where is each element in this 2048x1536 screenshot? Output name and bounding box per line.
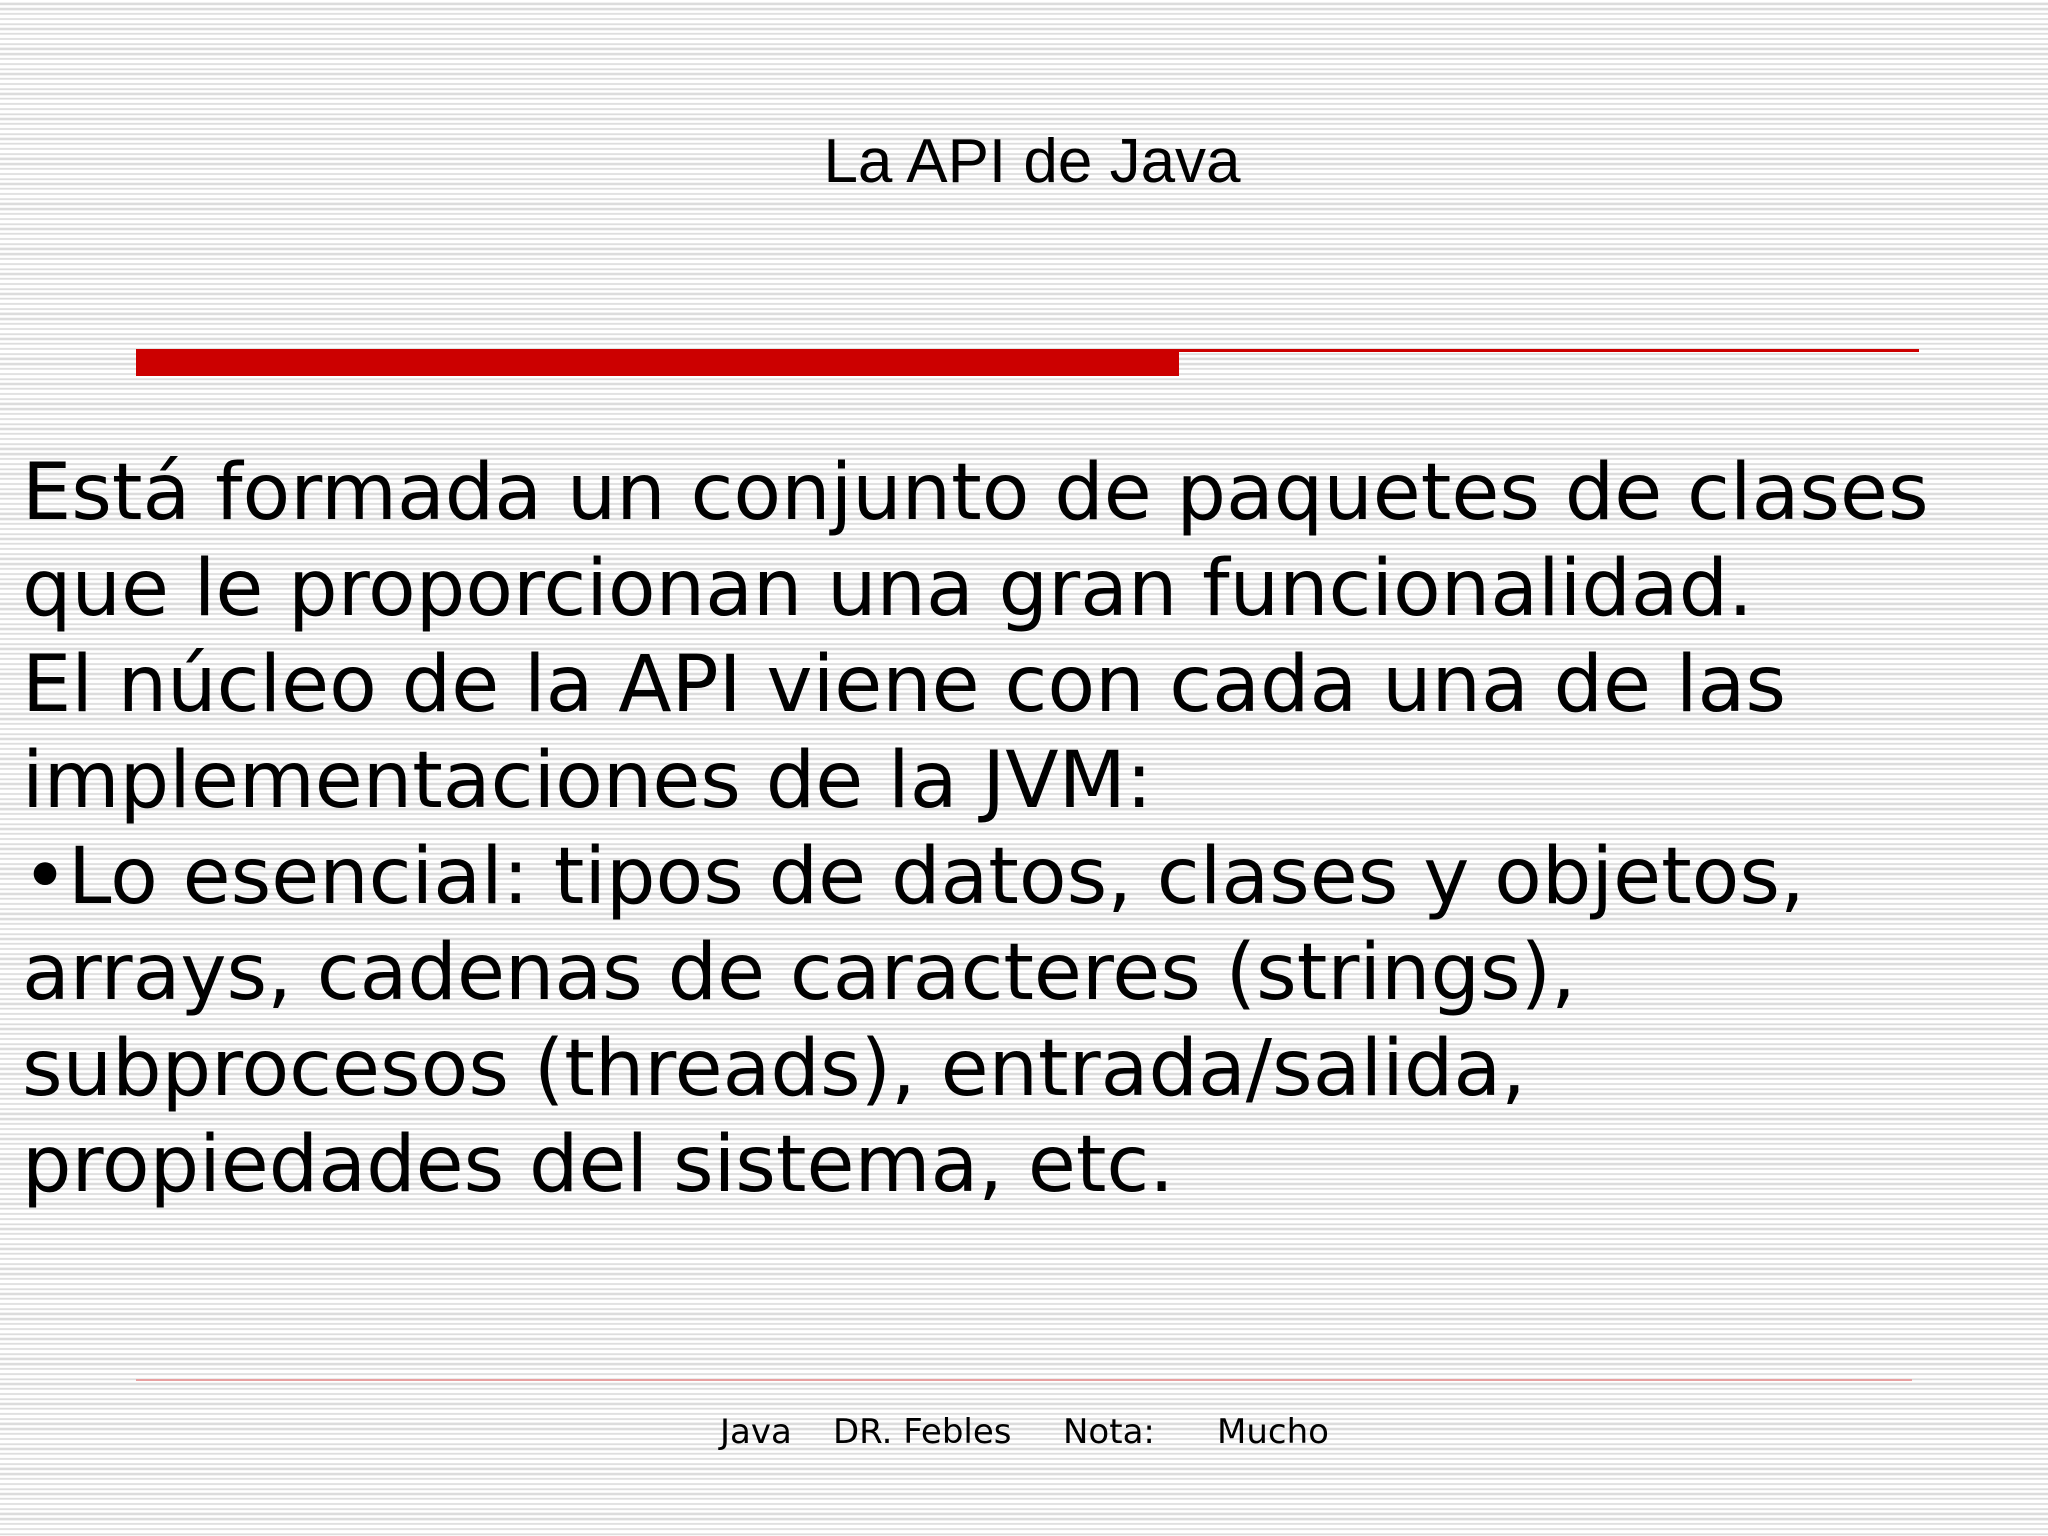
body-line: propiedades del sistema, etc. xyxy=(22,1120,1175,1210)
body-line: El núcleo de la API viene con cada una de las xyxy=(22,640,1786,730)
footer-note-value: Mucho xyxy=(1217,1412,1329,1452)
footer-author: DR. Febles xyxy=(833,1412,1012,1452)
footer xyxy=(720,1410,1329,1454)
slide-body xyxy=(22,445,2032,1213)
body-line: implementaciones de la JVM: xyxy=(22,736,1153,826)
footer-note-label: Nota: xyxy=(1063,1412,1155,1452)
title-underline-thin xyxy=(1179,349,1919,352)
title-underline-thick xyxy=(136,349,1179,376)
body-line: arrays, cadenas de caracteres (strings), xyxy=(22,928,1576,1018)
bullet-line: •Lo esencial: tipos de datos, clases y objetos, xyxy=(22,832,1805,922)
footer-course: Java xyxy=(720,1412,792,1452)
footer-rule xyxy=(136,1379,1912,1381)
body-line: Está formada un conjunto de paquetes de clases xyxy=(22,448,1929,538)
slide-title: La API de Java xyxy=(823,127,1241,196)
body-line: subprocesos (threads), entrada/salida, xyxy=(22,1024,1526,1114)
body-line: que le proporcionan una gran funcionalidad. xyxy=(22,544,1753,634)
